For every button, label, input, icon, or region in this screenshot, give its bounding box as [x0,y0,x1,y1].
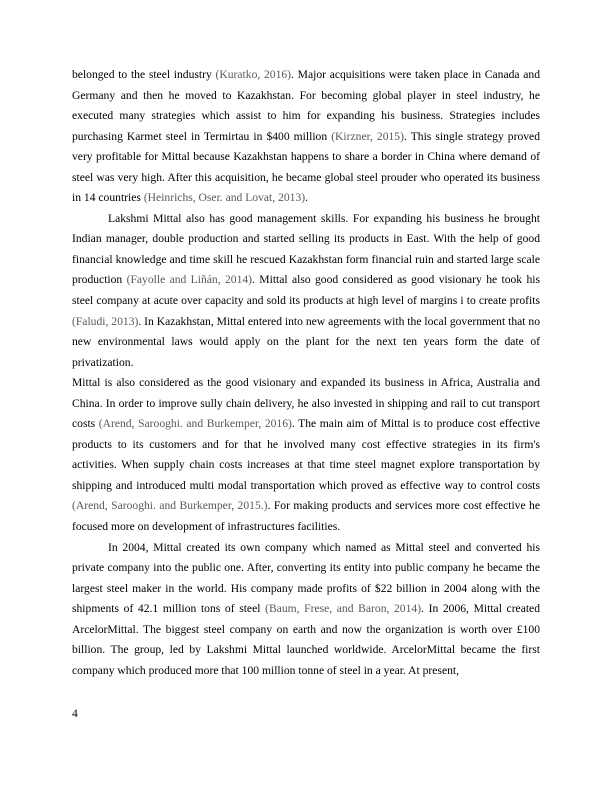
text-run: belonged to the steel industry [72,68,216,81]
text-run: . For making products and services more cost effective he focused more on development of infrastructures facilities. [72,499,540,534]
document-body [72,65,540,681]
text-run: . This single strategy proved very profitable for Mittal because Kazakhstan happens to share a border in China where demand of steel was very high. After this acquisition, he became global steel prouder who operated its business in 14 countries [72,129,540,205]
citation: (Heinrichs, Oser. and Lovat, 2013) [143,191,306,205]
text-run: . In Kazakhstan, Mittal entered into new agreements with the local government that no new environmental laws would apply on the plant for the next ten years form the date of privatization. [72,314,541,369]
citation: (Arend, Sarooghi. and Burkemper, 2015.) [72,499,268,513]
paragraph-2 [72,209,540,373]
citation: (Baum, Frese, and Baron, 2014) [265,602,422,616]
page-number: 4 [72,707,78,720]
citation: (Kuratko, 2016) [215,68,292,81]
paragraph-4 [72,538,540,682]
text-run: Mittal is also considered as the good visionary and expanded its business in Africa, Australia and China. In order to improve sully chain delivery, he also invested in shipping and rail to cut transport costs [72,376,540,431]
paragraph-1 [72,65,540,209]
citation: (Arend, Sarooghi. and Burkemper, 2016) [98,417,292,431]
text-run: . [305,191,309,205]
text-run: . In 2006, Mittal created ArcelorMittal. The biggest steel company on earth and now the organization is worth over £100 billion. The group, led by Lakshmi Mittal launched worldwide. ArcelorMittal became the first company which produced more that 100 million tonne of steel in a year. At present, [72,602,541,677]
citation: (Faludi, 2013) [72,314,139,328]
text-run: . Mittal also good considered as good visionary he took his steel company at acute over capacity and sold its products at high level of margins i to create profits [72,273,540,308]
text-run: In 2004, Mittal created its own company which named as Mittal steel and converted his private company into the public one. After, converting its entity into public company he became the largest steel maker in the world. His company made profits of $22 billion in 2004 along with the shipments of 42.1 million tons of steel [72,540,540,616]
text-run: . The main aim of Mittal is to produce cost effective products to its customers and for that he involved many cost effective strategies in its firm's activities. When supply chain costs increases at that time steel magnet explore transportation by shipping and introduced multi modal transportation which proved as effective way to control costs [72,417,540,492]
text-run: . Major acquisitions were taken place in Canada and Germany and then he moved to Kazakhstan. For becoming global player in steel industry, he executed many strategies which assist to him for expanding his business. Strategies includes purchasing Karmet steel in Termirtau in $400 million [72,68,540,143]
citation: (Kirzner, 2015) [331,129,404,143]
text-run: Lakshmi Mittal also has good management skills. For expanding his business he brought Indian manager, double production and started selling its products in East. With the help of good financial knowledge and time skill he rescued Kazakhstan form financial ruin and started large scale production [72,211,540,287]
citation: (Fayolle and Liñán, 2014) [126,273,253,287]
paragraph-3 [72,373,540,537]
